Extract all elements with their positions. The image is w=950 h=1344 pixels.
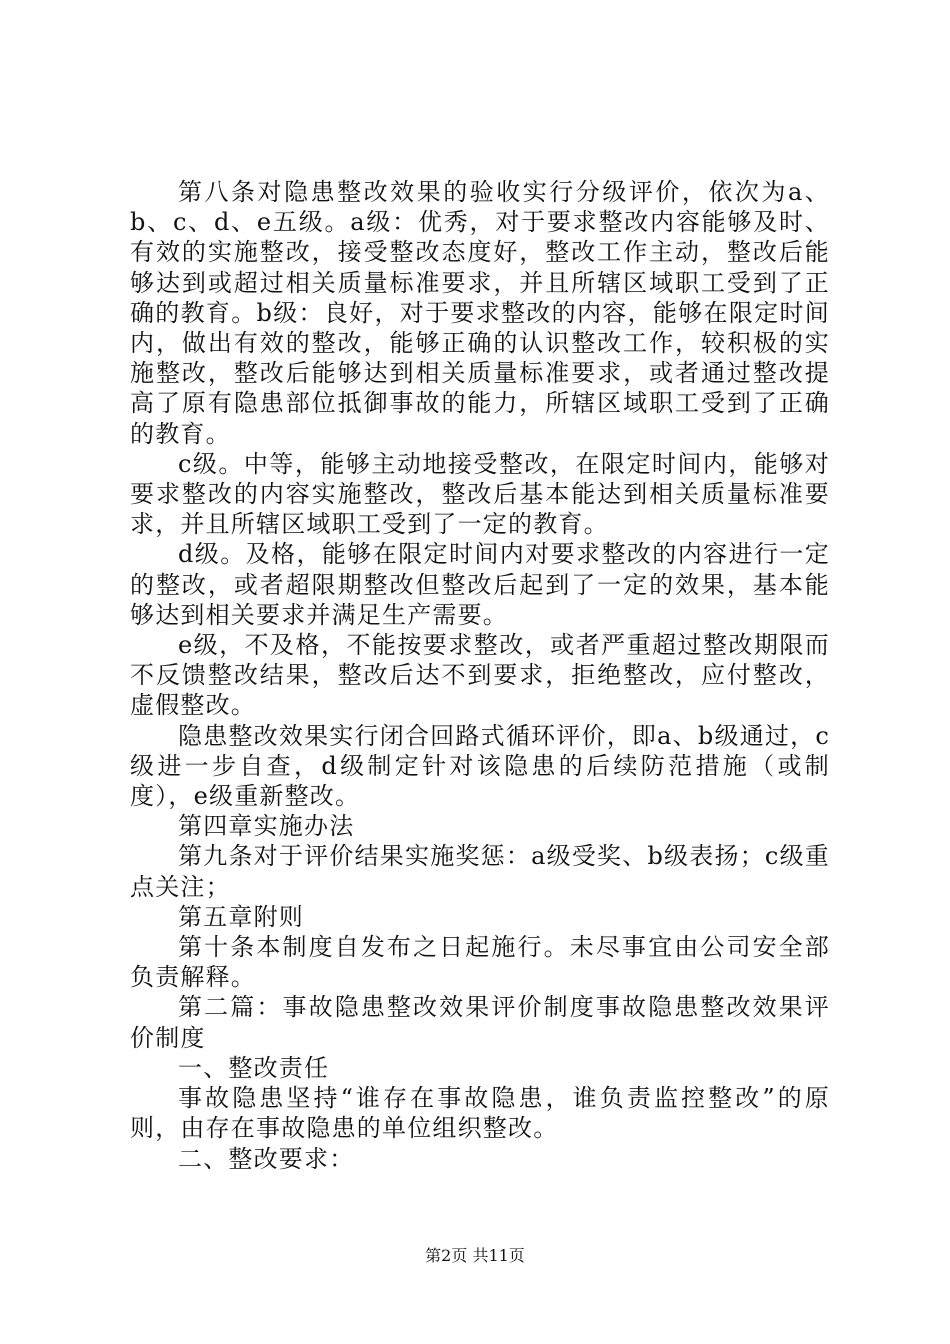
- heading-section-2: 二、整改要求：: [178, 1144, 355, 1173]
- paragraph-article-8: 第八条对隐患整改效果的验收实行分级评价，依次为a、b、c、d、e五级。a级：优秀，对于要求整改内容能够及时、有效的实施整改，接受整改态度好，整改工作主动，整改后能够达到或超过相关质量标准要求，并且所辖区域职工受到了正确的教育。b级：良好，对于要求整改的内容，能够在限定时间内，做出有效的整改，能够正确的认识整改工作，较积极的实施整改，整改后能够达到相关质量标准要求，或者通过整改提高了原有隐患部位抵御事故的能力，所辖区域职工受到了正确的教育。: [130, 178, 830, 448]
- paragraph-grade-d: d级。及格，能够在限定时间内对要求整改的内容进行一定的整改，或者超限期整改但整改后起到了一定的效果，基本能够达到相关要求并满足生产需要。: [130, 540, 830, 629]
- heading-part-2: 第二篇：事故隐患整改效果评价制度事故隐患整改效果评价制度: [130, 993, 830, 1052]
- heading-section-1: 一、整改责任: [178, 1053, 330, 1082]
- paragraph-grade-c: c级。中等，能够主动地接受整改，在限定时间内，能够对要求整改的内容实施整改，整改后基本能达到相关质量标准要求，并且所辖区域职工受到了一定的教育。: [130, 449, 830, 539]
- heading-chapter-4: 第四章实施办法: [178, 812, 355, 841]
- paragraph-closed-loop-evaluation: 隐患整改效果实行闭合回路式循环评价，即a、b级通过，c级进一步自查，d级制定针对该隐患的后续防范措施（或制度），e级重新整改。: [130, 721, 830, 811]
- document-body: [130, 177, 830, 1174]
- page-number-footer: 第2页 共11页: [425, 1246, 525, 1265]
- paragraph-article-10: 第十条本制度自发布之日起施行。未尽事宜由公司安全部负责解释。: [130, 933, 830, 992]
- paragraph-grade-e: e级，不及格，不能按要求整改，或者严重超过整改期限而不反馈整改结果，整改后达不到要求，拒绝整改，应付整改，虚假整改。: [130, 631, 830, 720]
- paragraph-article-9: 第九条对于评价结果实施奖惩：a级受奖、b级表扬；c级重点关注；: [130, 842, 830, 901]
- heading-chapter-5: 第五章附则: [178, 902, 304, 931]
- paragraph-responsibility: 事故隐患坚持“谁存在事故隐患，谁负责监控整改”的原则，由存在事故隐患的单位组织整改。: [130, 1084, 830, 1143]
